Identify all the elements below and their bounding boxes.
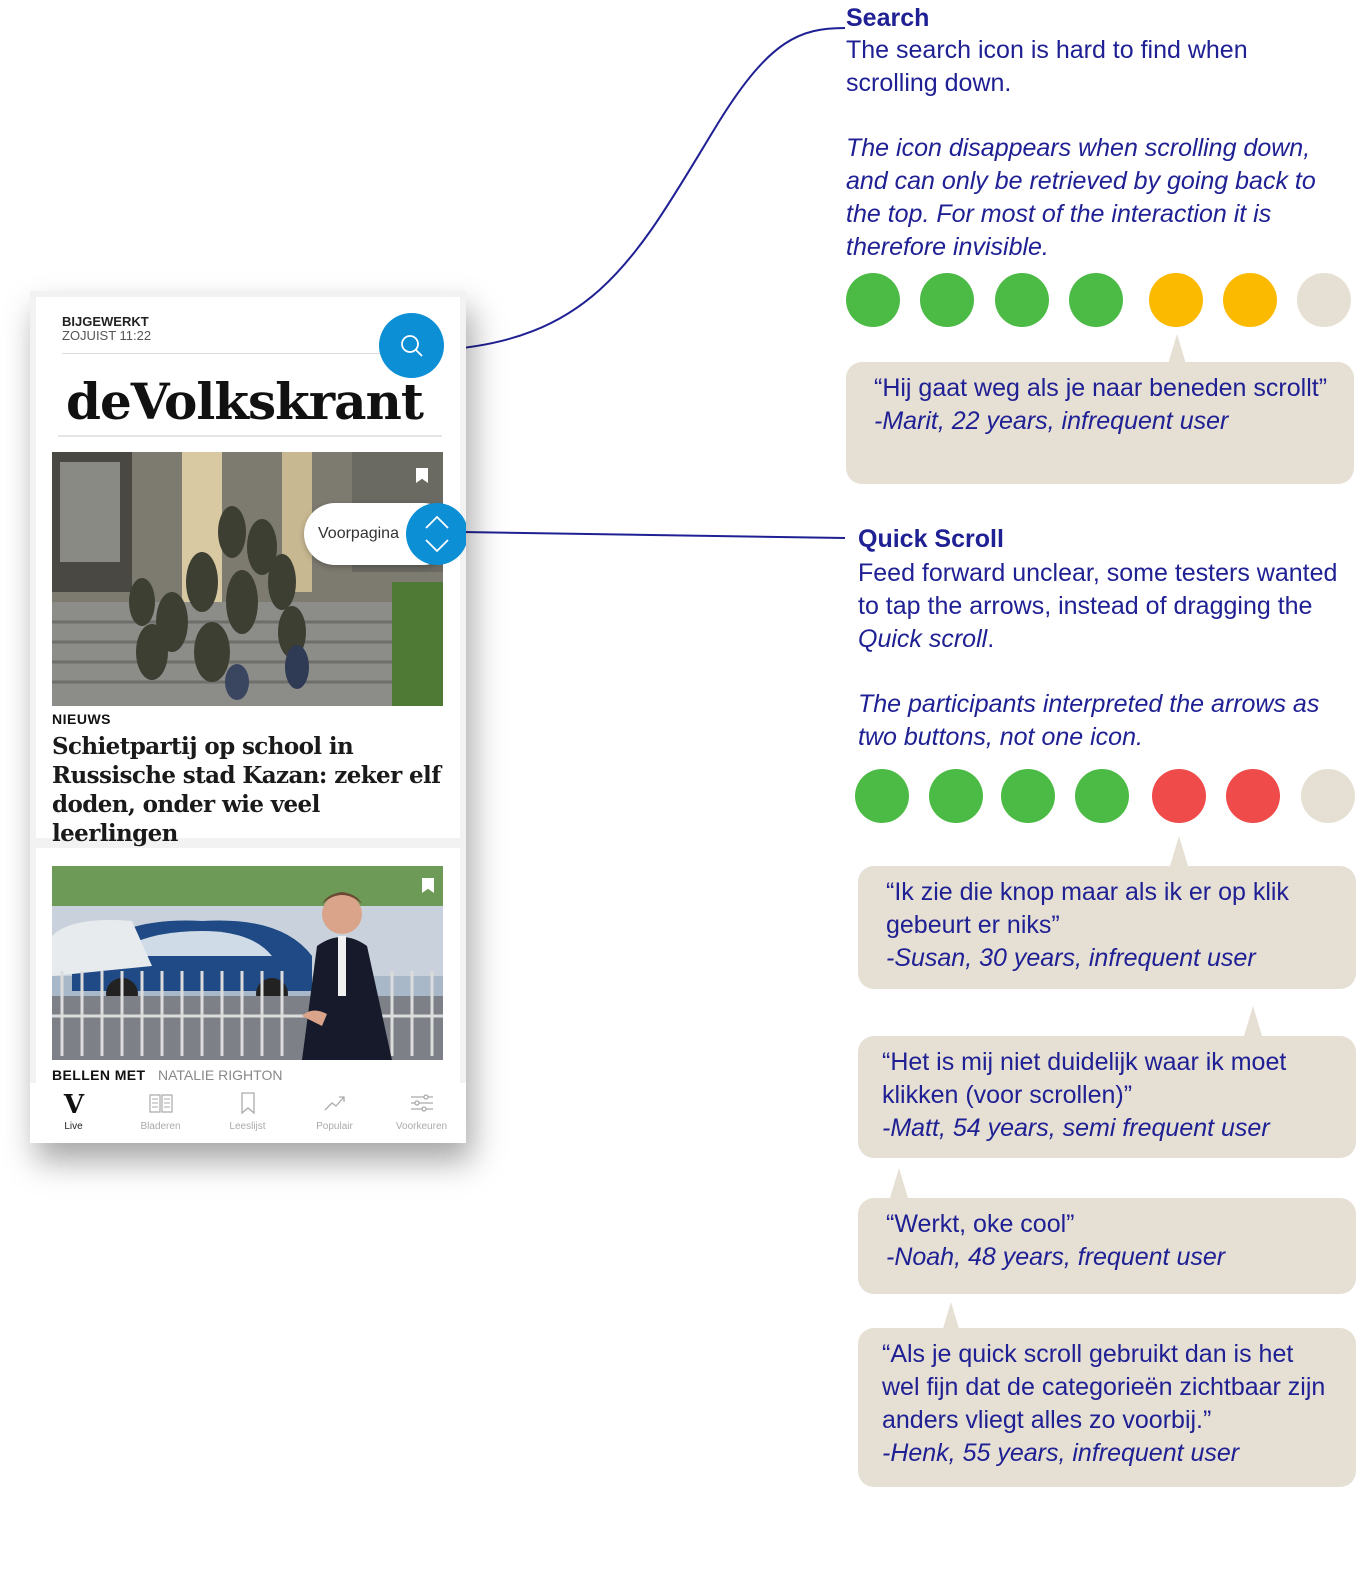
rating-dot: [929, 769, 983, 823]
rating-dot: [1297, 273, 1351, 327]
bubble-tail: [890, 1168, 908, 1198]
quote-bubble: [858, 1198, 1356, 1294]
phone-screen: [30, 291, 466, 1143]
open-book-icon: [148, 1090, 174, 1116]
article-headline[interactable]: Schietpartij op school in Russische stad Kazan: zeker elf doden, onder wie veel leerlingen: [52, 733, 441, 847]
quote-bubble: [858, 866, 1356, 989]
bubble-tail: [1168, 334, 1186, 364]
quick-scroll-annotation-italic: The participants interpreted the arrows as two buttons, not one icon.: [858, 690, 1320, 751]
article-photo: [52, 866, 443, 1060]
tab-label: Leeslijst: [229, 1121, 266, 1132]
tab-populair[interactable]: [291, 1083, 378, 1143]
rating-dot: [995, 273, 1049, 327]
tab-label: Populair: [316, 1121, 353, 1132]
quote-author: -Henk, 55 years, infrequent user: [882, 1439, 1240, 1467]
search-button[interactable]: [379, 313, 444, 378]
tab-label: Voorkeuren: [395, 1121, 448, 1132]
rating-dot: [1223, 273, 1277, 327]
quick-scroll[interactable]: [304, 503, 464, 565]
tab-bar: [30, 1083, 466, 1143]
quick-scroll-annotation-title: Quick Scroll: [858, 525, 1004, 553]
quote-bubble: [858, 1328, 1356, 1487]
quick-scroll-label: Voorpagina: [318, 525, 399, 542]
search-annotation-italic: The icon disappears when scrolling down, and can only be retrieved by going back to the top. For most of the interaction it is therefore invisible.: [846, 134, 1316, 261]
quote-author: -Susan, 30 years, infrequent user: [886, 944, 1256, 972]
search-annotation-title: Search: [846, 4, 930, 32]
quote-bubble: [846, 362, 1354, 484]
quote-text: “Het is mij niet duidelijk waar ik moet klikken (voor scrollen)” -Matt, 54 years, semi frequent user: [882, 1046, 1336, 1145]
quick-scroll-annotation-text: Feed forward unclear, some testers wanted to tap the arrows, instead of dragging the Quick scroll.: [858, 559, 1338, 653]
rating-dot: [1001, 769, 1055, 823]
quick-scroll-rating: [855, 769, 1371, 825]
quote-text: “Ik zie die knop maar als ik er op klik gebeurt er niks” -Susan, 30 years, infrequent user: [886, 876, 1336, 975]
search-icon: [379, 313, 444, 378]
article-card[interactable]: [36, 442, 460, 847]
quote-bubble: [858, 1036, 1356, 1158]
article-kicker: NIEUWS: [52, 711, 111, 727]
quote-author: -Noah, 48 years, frequent user: [886, 1243, 1226, 1271]
tab-leeslijst[interactable]: [204, 1083, 291, 1143]
svg-text:V: V: [63, 1090, 85, 1116]
rating-dot: [920, 273, 974, 327]
divider: [58, 435, 442, 437]
updated-time: ZOJUIST 11:22: [62, 328, 152, 343]
tab-voorkeuren[interactable]: [378, 1083, 465, 1143]
search-connector: [440, 28, 845, 350]
quote-text: “Werkt, oke cool” -Noah, 48 years, frequent user: [886, 1208, 1336, 1274]
bookmark-icon: [235, 1090, 261, 1116]
tab-live[interactable]: [30, 1083, 117, 1143]
article-kicker: BELLEN MET: [52, 1067, 146, 1083]
v-logo-icon: [61, 1090, 87, 1116]
rating-dot: [1069, 273, 1123, 327]
rating-dot: [855, 769, 909, 823]
search-rating: [846, 273, 1366, 329]
tab-bladeren[interactable]: [117, 1083, 204, 1143]
quick-scroll-connector: [462, 532, 845, 538]
article-photo: [52, 452, 443, 706]
rating-dot: [846, 273, 900, 327]
chevron-down-icon: [426, 540, 448, 551]
updated-label: BIJGEWERKT: [62, 314, 149, 329]
tab-label: Live: [64, 1121, 83, 1132]
article-kicker-name: NATALIE RIGHTON: [158, 1067, 283, 1083]
chevron-up-icon: [426, 517, 448, 528]
quote-author: -Marit, 22 years, infrequent user: [874, 407, 1229, 435]
sliders-icon: [409, 1090, 435, 1116]
rating-dot: [1149, 273, 1203, 327]
quick-scroll-handle[interactable]: [406, 503, 466, 565]
quote-text: “Als je quick scroll gebruikt dan is het wel fijn dat de categorieën zichtbaar zijn anders vliegt alles zo voorbij.” -Henk, 55 years, infrequent user: [882, 1338, 1336, 1470]
search-annotation-text: The search icon is hard to find when scrolling down.: [846, 36, 1248, 97]
volkskrant-logo[interactable]: deVolkskrant: [66, 372, 423, 431]
rating-dot: [1152, 769, 1206, 823]
trending-icon: [322, 1090, 348, 1116]
app-header: [36, 297, 460, 442]
rating-dot: [1226, 769, 1280, 823]
tab-label: Bladeren: [140, 1121, 181, 1132]
rating-dot: [1301, 769, 1355, 823]
quote-text: “Hij gaat weg als je naar beneden scrollt” -Marit, 22 years, infrequent user: [874, 372, 1334, 438]
bubble-tail: [1244, 1006, 1262, 1036]
quote-author: -Matt, 54 years, semi frequent user: [882, 1114, 1270, 1142]
bubble-tail: [1170, 836, 1188, 866]
rating-dot: [1075, 769, 1129, 823]
